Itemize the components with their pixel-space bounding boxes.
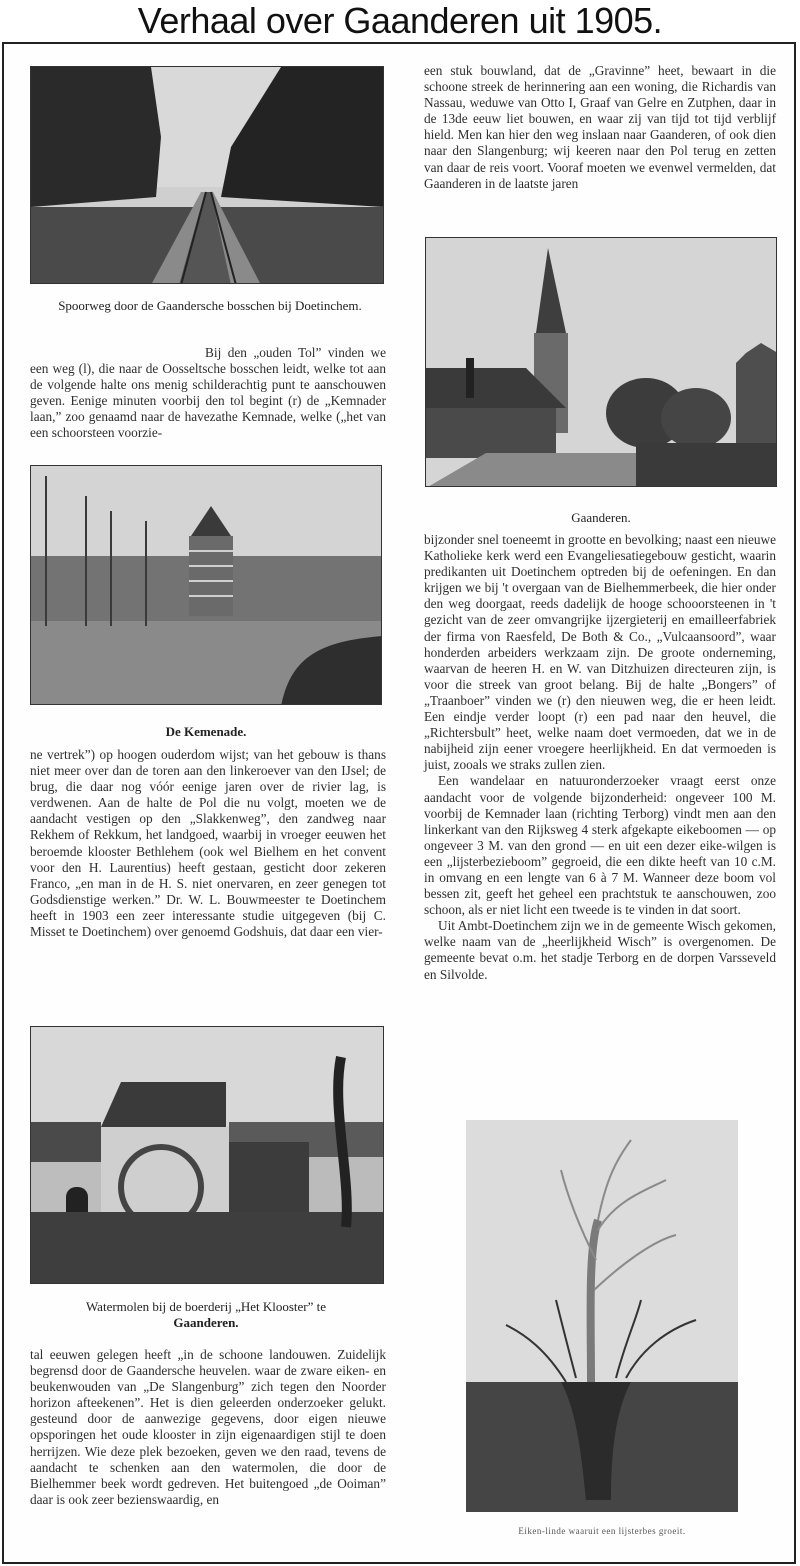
photo-gaanderen bbox=[425, 237, 777, 487]
right-paragraph-2: bijzonder snel toeneemt in grootte en bevolking; naast een nieuwe Katholieke kerk werd een Evangeliesatiegebouw gesticht, waarin predikanten uit Doetinchem optreden bij de oefeningen. En dan krijgen we bij 't overgaan van de Bielhemmerbeek, die hier onder den weg doorgaat, reeds dadelijk de hooge schooorsteenen in 't gezicht van de zeer omvangrijke ijzergieterij en emailleerfabriek der firma von Raesfeld, De Both & Co., „Vulcaansoord”, waar honderden arbeiders werkzaam zijn. De groote onderneming, waarvan de heeren H. en W. van Ditzhuizen directeuren zijn, is voor die streek van groot belang. Bij de halte „Bongers” of „Traanboer” vinden we (r) den nieuwen weg, die er heen leidt. Een eindje verder loopt (r) een pad naar den heuvel, die „Richtersbult” heet, welke naam doet vermoeden, dat we in de nabijheid zijn eener vroegere heerlijkheid. En dat vermoeden is juist, zooals we straks zullen zien. Een wandelaar en natuuronderzoeker vraagt eerst onze aandacht voor de volgende bijzonderheid: ongeveer 100 M. voorbij de Kemnader laan (richting Terborg) vindt men aan den linkerkant van den Rijksweg 4 sterk afgekapte eikeboomen — op ongeveer 3 M. van den grond — en uit een dezer eike-wilgen is een „lijsterbezieboom” gegroeid, die een dikte heeft van 10 c.M. in omvang en een lengte van 6 à 7 M. Wanneer deze boom vol bessen zit, geeft het geheel een prachtstuk te aanschouwen, zoo schoon, als er niet licht een tweede is te vinden in dat soort. Uit Ambt-Doetinchem zijn we in de gemeente Wisch gekomen, welke naam van de „heerlijkheid Wisch” is overgenomen. De gemeente bevat o.m. het stadje Terborg en de dorpen Varsseveld en Silvolde. bbox=[424, 532, 776, 982]
photo-spoorweg bbox=[30, 66, 384, 284]
caption-gaanderen: Gaanderen. bbox=[571, 510, 631, 525]
photo-watermolen bbox=[30, 1026, 384, 1284]
left-paragraph-2: ne vertrek”) op hoogen ouderdom wijst; van het gebouw is thans niet meer over dan de toren aan den linkeroever van den IJsel; de brug, die daar nog vóór eenige jaren over de rivier lag, is verdwenen. Aan de halte de Pol die nu volgt, moeten we de aandacht vestigen op den „Slakkenweg”, den zandweg naar Rekhem of Rekkum, het landgoed, waarbij in vroeger eeuwen het beroemde klooster Bethlehem (ook wel Bielhem en het convent voor den H. Laurentius) heeft gestaan, gesticht door zekeren Franco, „en man in de H. S. niet onervaren, en zeer genegen tot Godsdienstige werken.” Dr. W. L. Bouwmeester te Doetinchem heeft in 1903 een zeer interessante studie uitgegeven (bij C. Misset te Doetinchem) over genoemd Godshuis, dat daar een vier- bbox=[30, 747, 386, 940]
right-paragraph-1: een stuk bouwland, dat de „Gravinne” heet, bewaart in die schoone streek de herinnering aan een woning, die Richardis van Nassau, weduwe van Otto I, Graaf van Gelre en Zutphen, daar in de 13de eeuw liet bouwen, en waar zij van tijd tot tijd verblijf hield. Men kan hier den weg inslaan naar Gaanderen, of ook dien naar den Slangenburg; wij keeren naar den Pol terug en zetten van daar de reis voort. Vooraf moeten we evenwel vermelden, dat Gaanderen in de laatste jaren bbox=[424, 63, 776, 191]
page-title: Verhaal over Gaanderen uit 1905. bbox=[137, 0, 663, 41]
left-paragraph-3: tal eeuwen gelegen heeft „in de schoone landouwen. Zuidelijk begrensd door de Gaandersche heuvelen. waar de zware eiken- en beukenwouden van „De Slangenburg” zich tegen den Noorder horizon afteekenen”. Het is dien geleerden onderzoeker gelukt. gesteund door de aanwezige gegevens, door eigen nieuwe opsporingen het oude klooster in zijn eigenaardigen stijl te doen herrijzen. Wie deze plek bezoeken, geven we den raad, tevens de aandacht te schenken aan den watermolen, die door de Bielhemmer beek wordt gedreven. Het buitengoed „de Ooiman” daar is ook zeer bezienswaardig, en bbox=[30, 1347, 386, 1507]
photo-eikenlinde bbox=[466, 1120, 738, 1512]
caption-eikenlinde: Eiken-linde waaruit een lijsterbes groeit. bbox=[518, 1526, 686, 1536]
photo-kemenade bbox=[30, 465, 382, 705]
caption-watermolen: Watermolen bij de boerderij „Het Klooster” te Gaanderen. bbox=[85, 1299, 327, 1330]
left-paragraph-1: Bij den „ouden Tol” vinden we een weg (l), die naar de Oosseltsche bosschen leidt, welke tot aan de volgende halte ons menig schilderachtig punt te aanschouwen geven. Eenige minuten voorbij den tol begint (r) de „Kemnader laan,” zoo genaamd naar de havezathe Kemnade, welke („het van een schoorsteen voorzie- bbox=[30, 345, 386, 441]
caption-spoorweg: Spoorweg door de Gaandersche bosschen bij Doetinchem. bbox=[58, 298, 362, 313]
caption-kemenade: De Kemenade. bbox=[165, 724, 247, 739]
